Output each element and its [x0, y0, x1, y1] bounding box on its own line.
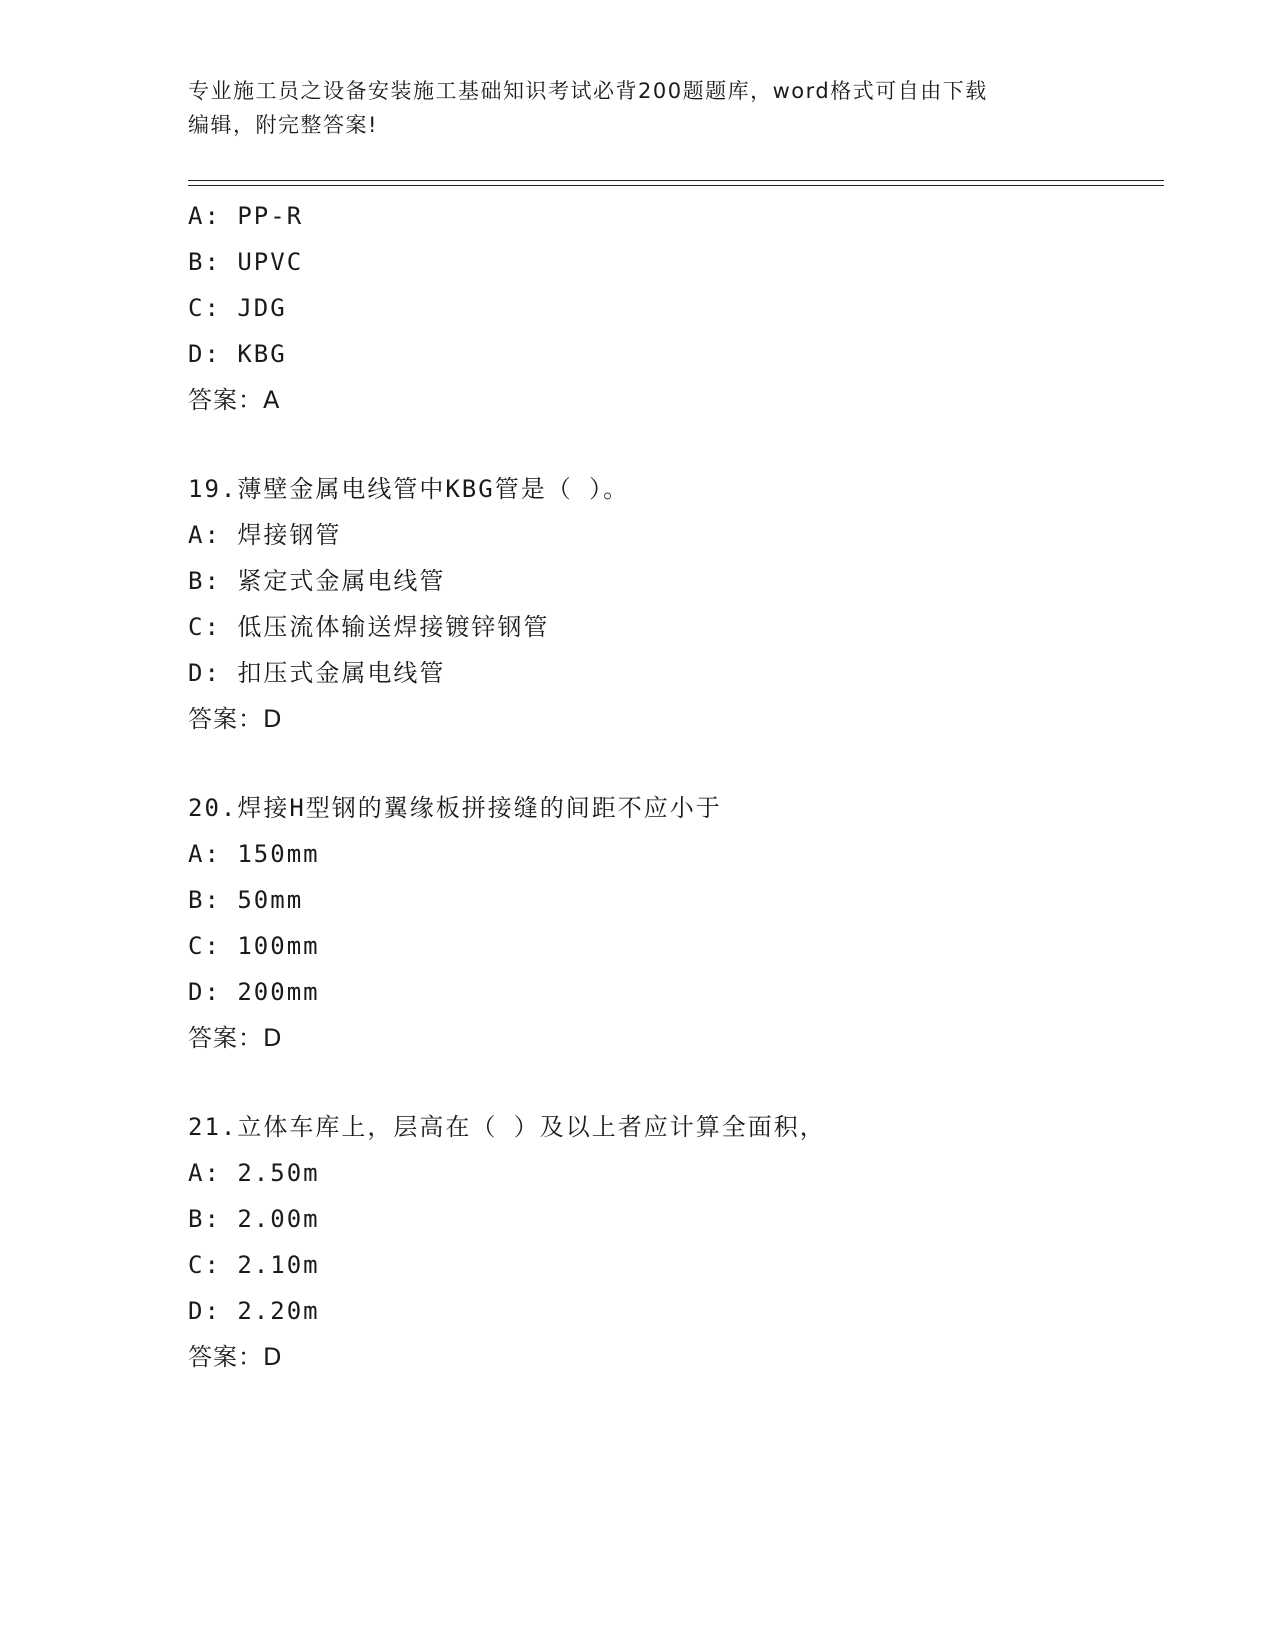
- option-d: D: 200mm: [188, 978, 320, 1006]
- option-c: C: 低压流体输送焊接镀锌钢管: [188, 613, 550, 641]
- answer: 答案：A: [188, 386, 281, 414]
- option-a: A: PP-R: [188, 202, 304, 230]
- question-21: [188, 1104, 1164, 1380]
- option-a: A: 150mm: [188, 840, 320, 868]
- question-title: 19.薄壁金属电线管中KBG管是（ ）。: [188, 475, 630, 503]
- spacer: [188, 742, 1164, 785]
- question-list: [188, 193, 1164, 1380]
- answer: 答案：D: [188, 1024, 283, 1052]
- question-title: 20.焊接H型钢的翼缘板拼接缝的间距不应小于: [188, 794, 722, 822]
- option-b: B: 紧定式金属电线管: [188, 567, 446, 595]
- question-19: [188, 466, 1164, 742]
- answer: 答案：D: [188, 705, 283, 733]
- option-b: B: UPVC: [188, 248, 304, 276]
- question-title: 21.立体车库上，层高在（ ）及以上者应计算全面积，: [188, 1113, 826, 1141]
- question-20: [188, 785, 1164, 1061]
- option-a: A: 2.50m: [188, 1159, 320, 1187]
- option-b: B: 2.00m: [188, 1205, 320, 1233]
- option-c: C: 2.10m: [188, 1251, 320, 1279]
- spacer: [188, 1061, 1164, 1104]
- header-line-1: 专业施工员之设备安装施工基础知识考试必背200题题库，word格式可自由下载: [188, 79, 988, 103]
- document-header: [188, 74, 1088, 142]
- option-d: D: 扣压式金属电线管: [188, 659, 446, 687]
- header-line-2: 编辑，附完整答案!: [188, 113, 378, 137]
- answer: 答案：D: [188, 1343, 283, 1371]
- option-d: D: KBG: [188, 340, 287, 368]
- spacer: [188, 423, 1164, 466]
- option-c: C: JDG: [188, 294, 287, 322]
- option-b: B: 50mm: [188, 886, 304, 914]
- header-divider: [188, 180, 1164, 186]
- option-d: D: 2.20m: [188, 1297, 320, 1325]
- question-18: [188, 193, 1164, 423]
- option-a: A: 焊接钢管: [188, 521, 342, 549]
- option-c: C: 100mm: [188, 932, 320, 960]
